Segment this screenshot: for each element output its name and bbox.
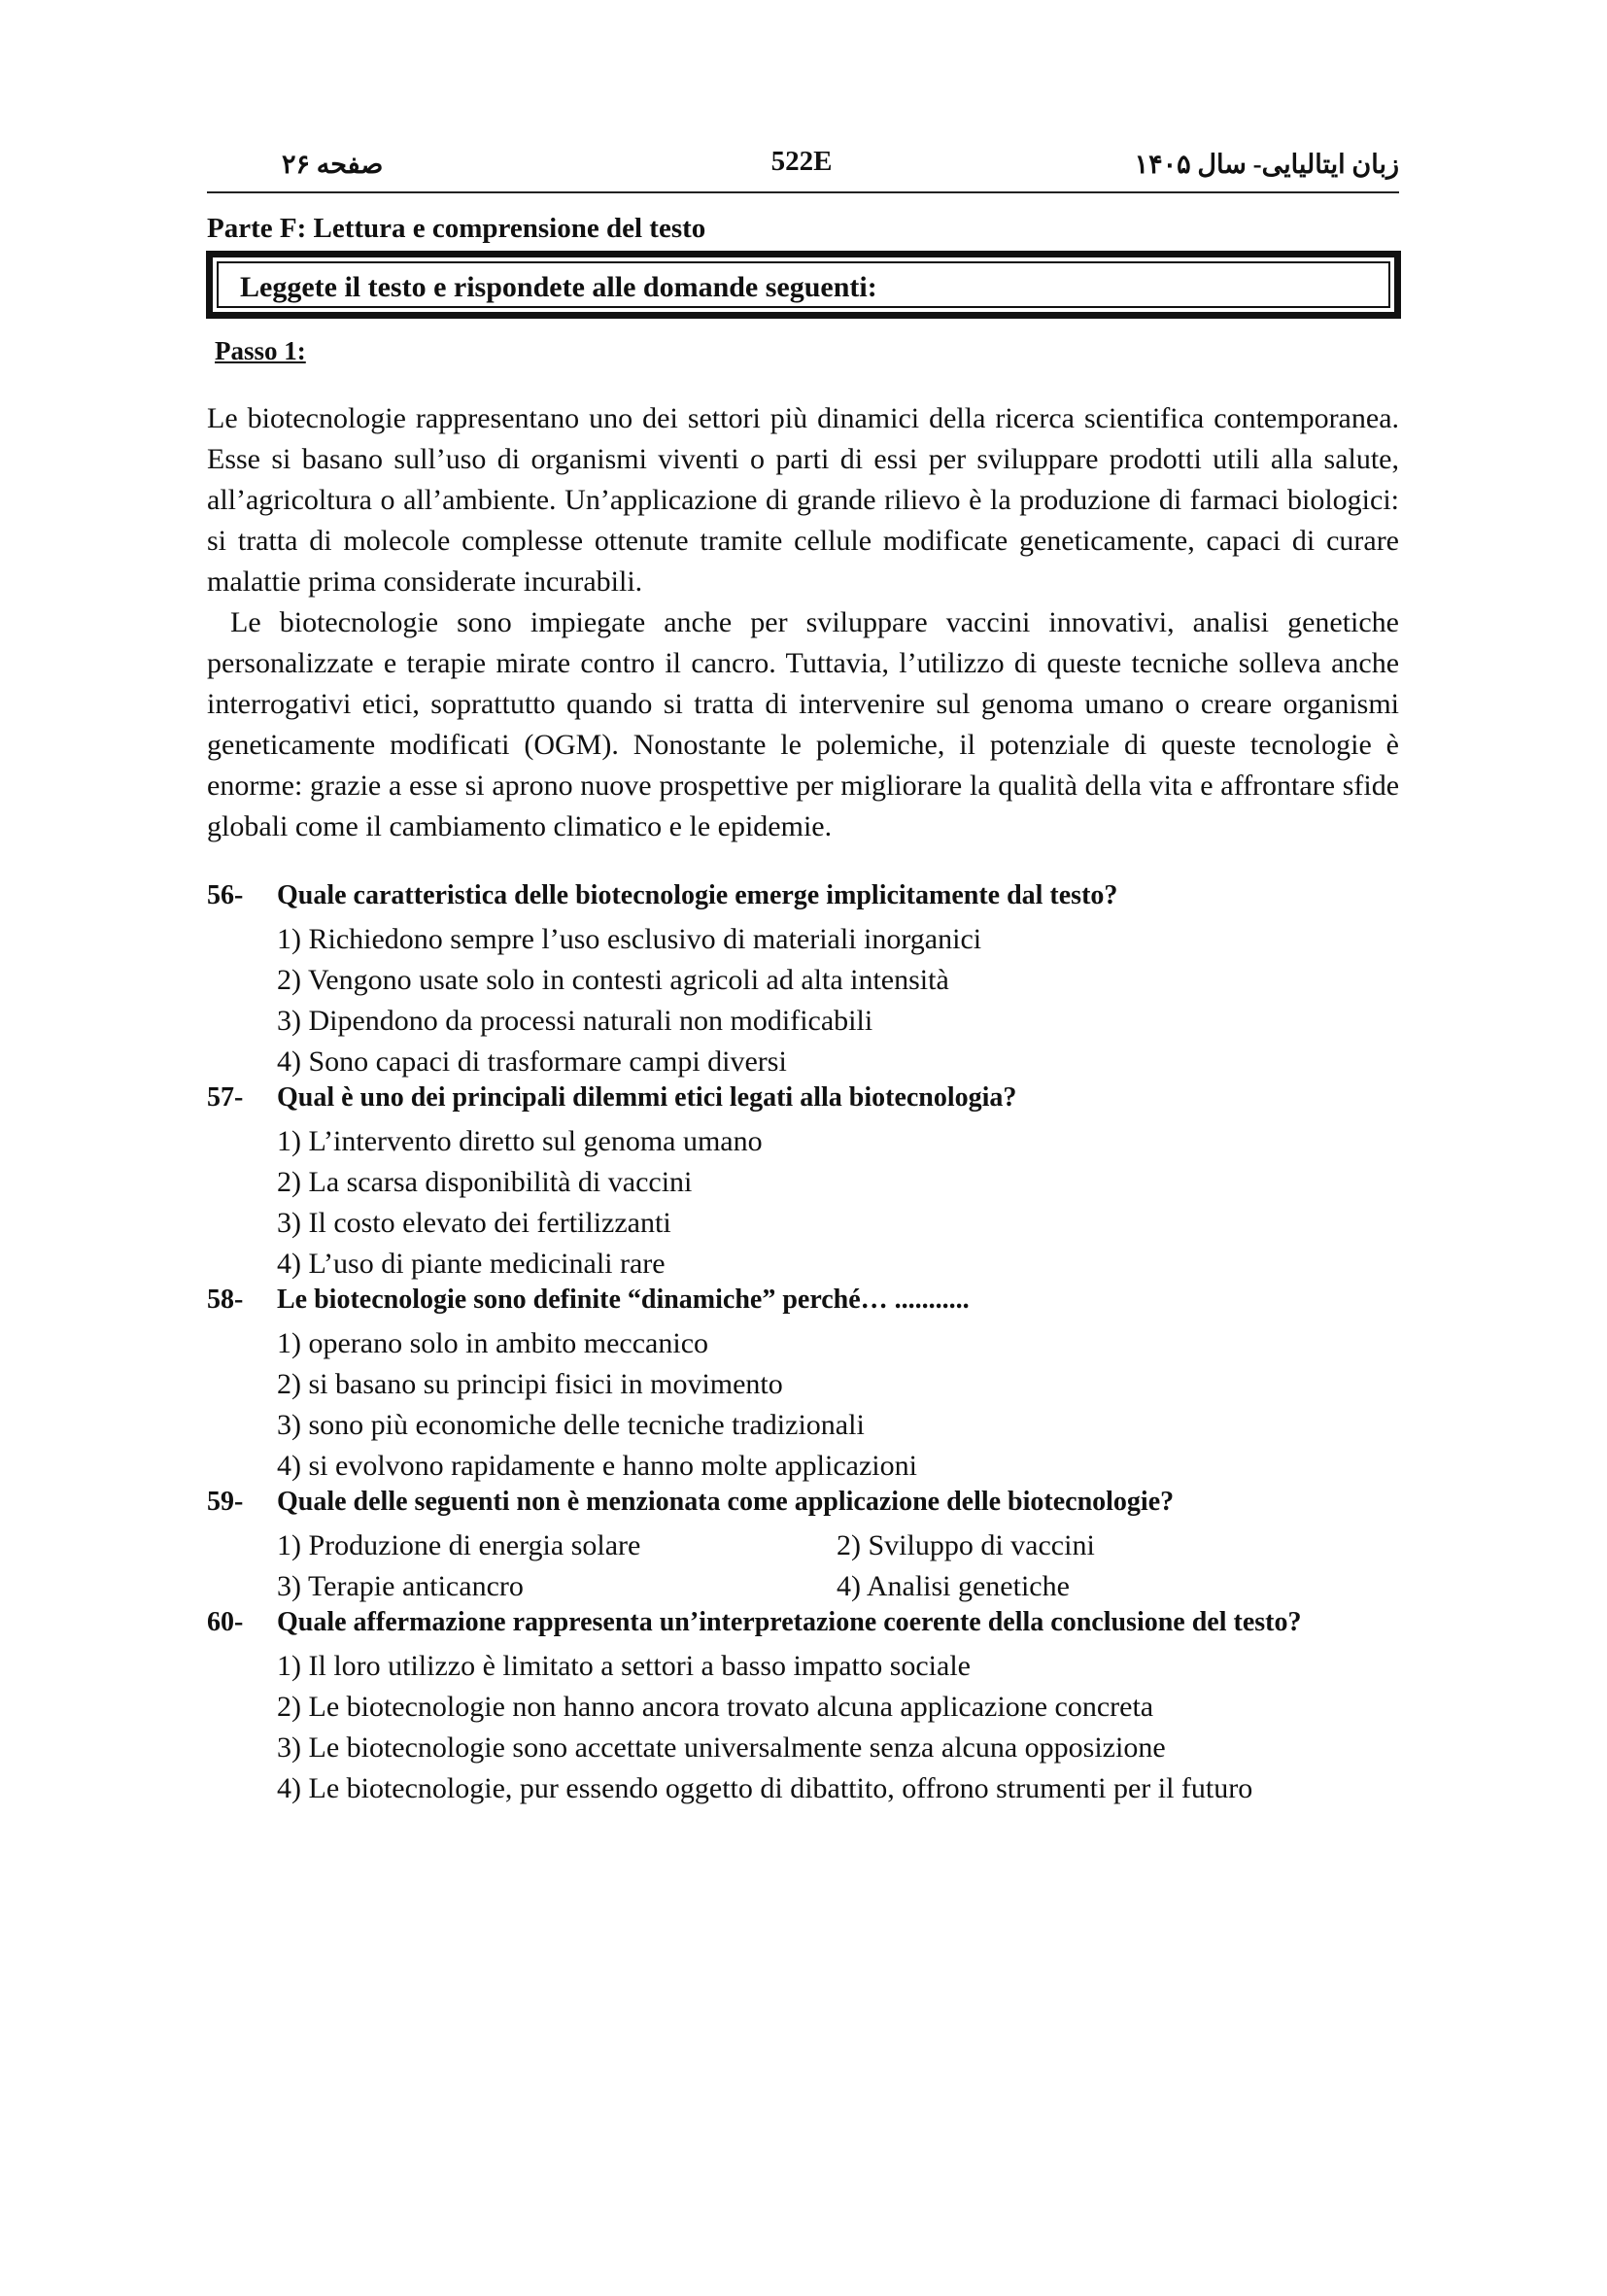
question-59 (207, 1487, 1412, 1607)
question-text: Quale caratteristica delle biotecnologie emerge implicitamente dal testo? (277, 880, 1118, 910)
answer-option[interactable]: 4) si evolvono rapidamente e hanno molte applicazioni (277, 1450, 917, 1482)
passage-line: prodotti utili alla salute, all’agricoltura o all’ambiente. Un’applicazione di grande rilievo è la (207, 443, 1399, 516)
question-text: Le biotecnologie sono definite “dinamiche” perché… ........... (277, 1285, 970, 1315)
answer-option[interactable]: 2) La scarsa disponibilità di vaccini (277, 1166, 693, 1198)
answer-option[interactable]: 3) sono più economiche delle tecniche tradizionali (277, 1409, 865, 1441)
question-number: 57- (207, 1082, 244, 1113)
exam-subject: زبان ایتالیایی- سال ۱۴۰۵ (1134, 150, 1399, 179)
question-number: 60- (207, 1607, 244, 1637)
question-text: Quale delle seguenti non è menzionata come applicazione delle biotecnologie? (277, 1487, 1175, 1517)
answer-option[interactable]: 3) Le biotecnologie sono accettate universalmente senza alcuna opposizione (277, 1731, 1166, 1764)
passage-line: vita e affrontare sfide globali come il cambiamento climatico e le epidemie. (207, 770, 1400, 842)
passage-paragraph-2 (207, 602, 1399, 847)
passage-line: Le biotecnologie sono impiegate anche per sviluppare vaccini innovativi, analisi genetiche (230, 606, 1399, 638)
question-number: 56- (207, 880, 244, 910)
passage-line: produzione di farmaci biologici: si tratta di molecole complesse ottenute tramite cellule (207, 484, 1399, 557)
answer-option[interactable]: 4) Analisi genetiche (837, 1570, 1070, 1602)
question-58 (207, 1285, 1412, 1487)
answer-option[interactable]: 1) Produzione di energia solare (277, 1529, 641, 1561)
passage-line: modificate geneticamente, capaci di curare malattie prima considerate incurabili. (207, 525, 1400, 598)
answer-option[interactable]: 3) Il costo elevato dei fertilizzanti (277, 1207, 671, 1239)
question-number: 59- (207, 1487, 244, 1517)
answer-option[interactable]: 4) Sono capaci di trasformare campi diversi (277, 1045, 787, 1078)
passage-paragraph-1 (207, 398, 1399, 602)
answer-option[interactable]: 2) Sviluppo di vaccini (837, 1529, 1095, 1561)
passage-line: Le biotecnologie rappresentano uno dei settori più dinamici della ricerca scientifica (207, 402, 1205, 434)
passage-line: contemporanea. Esse si basano sull’uso di organismi viventi o parti di essi per sviluppare (207, 402, 1400, 475)
answer-option[interactable]: 1) operano solo in ambito meccanico (277, 1327, 709, 1359)
answer-option[interactable]: 3) Terapie anticancro (277, 1570, 524, 1602)
question-60 (207, 1607, 1412, 1809)
answer-option[interactable]: 4) Le biotecnologie, pur essendo oggetto di dibattito, offrono strumenti per il futuro (277, 1772, 1253, 1804)
passage-line: tecnologie è enorme: grazie a esse si aprono nuove prospettive per migliorare la qualità della (207, 729, 1399, 802)
answer-option[interactable]: 1) L’intervento diretto sul genoma umano (277, 1125, 763, 1157)
page-number: صفحه ۲۶ (282, 150, 384, 179)
header-divider (207, 191, 1399, 193)
instruction-box (206, 251, 1401, 319)
exam-code: 522E (770, 146, 833, 177)
reading-passage (207, 398, 1399, 847)
answer-option[interactable]: 4) L’uso di piante medicinali rare (277, 1248, 666, 1280)
passage-line: personalizzate e terapie mirate contro il cancro. Tuttavia, l’utilizzo di queste tecniche solleva (207, 647, 1321, 679)
answer-option[interactable]: 2) si basano su principi fisici in movimento (277, 1368, 783, 1400)
answer-option[interactable]: 2) Le biotecnologie non hanno ancora trovato alcuna applicazione concreta (277, 1691, 1154, 1723)
question-list (207, 880, 1412, 1809)
passage-label: Passo 1: (215, 336, 306, 365)
question-text: Quale affermazione rappresenta un’interpretazione coerente della conclusione del testo? (277, 1607, 1302, 1637)
instruction-text: Leggete il testo e rispondete alle domande seguenti: (240, 271, 877, 303)
answer-option[interactable]: 1) Richiedono sempre l’uso esclusivo di materiali inorganici (277, 923, 982, 955)
answer-option[interactable]: 1) Il loro utilizzo è limitato a settori a basso impatto sociale (277, 1650, 971, 1682)
question-56 (207, 880, 1412, 1082)
answer-option[interactable]: 2) Vengono usate solo in contesti agricoli ad alta intensità (277, 964, 949, 996)
passage-line: organismi geneticamente modificati (OGM). Nonostante le polemiche, il potenziale di queste (207, 688, 1400, 761)
question-number: 58- (207, 1285, 244, 1315)
page-header (204, 146, 1399, 188)
question-57 (207, 1082, 1412, 1285)
part-title: Parte F: Lettura e comprensione del testo (207, 213, 706, 244)
question-text: Qual è uno dei principali dilemmi etici legati alla biotecnologia? (277, 1082, 1017, 1113)
answer-option[interactable]: 3) Dipendono da processi naturali non modificabili (277, 1005, 873, 1037)
passage-line: anche interrogativi etici, soprattutto quando si tratta di intervenire sul genoma umano o creare (207, 647, 1400, 720)
